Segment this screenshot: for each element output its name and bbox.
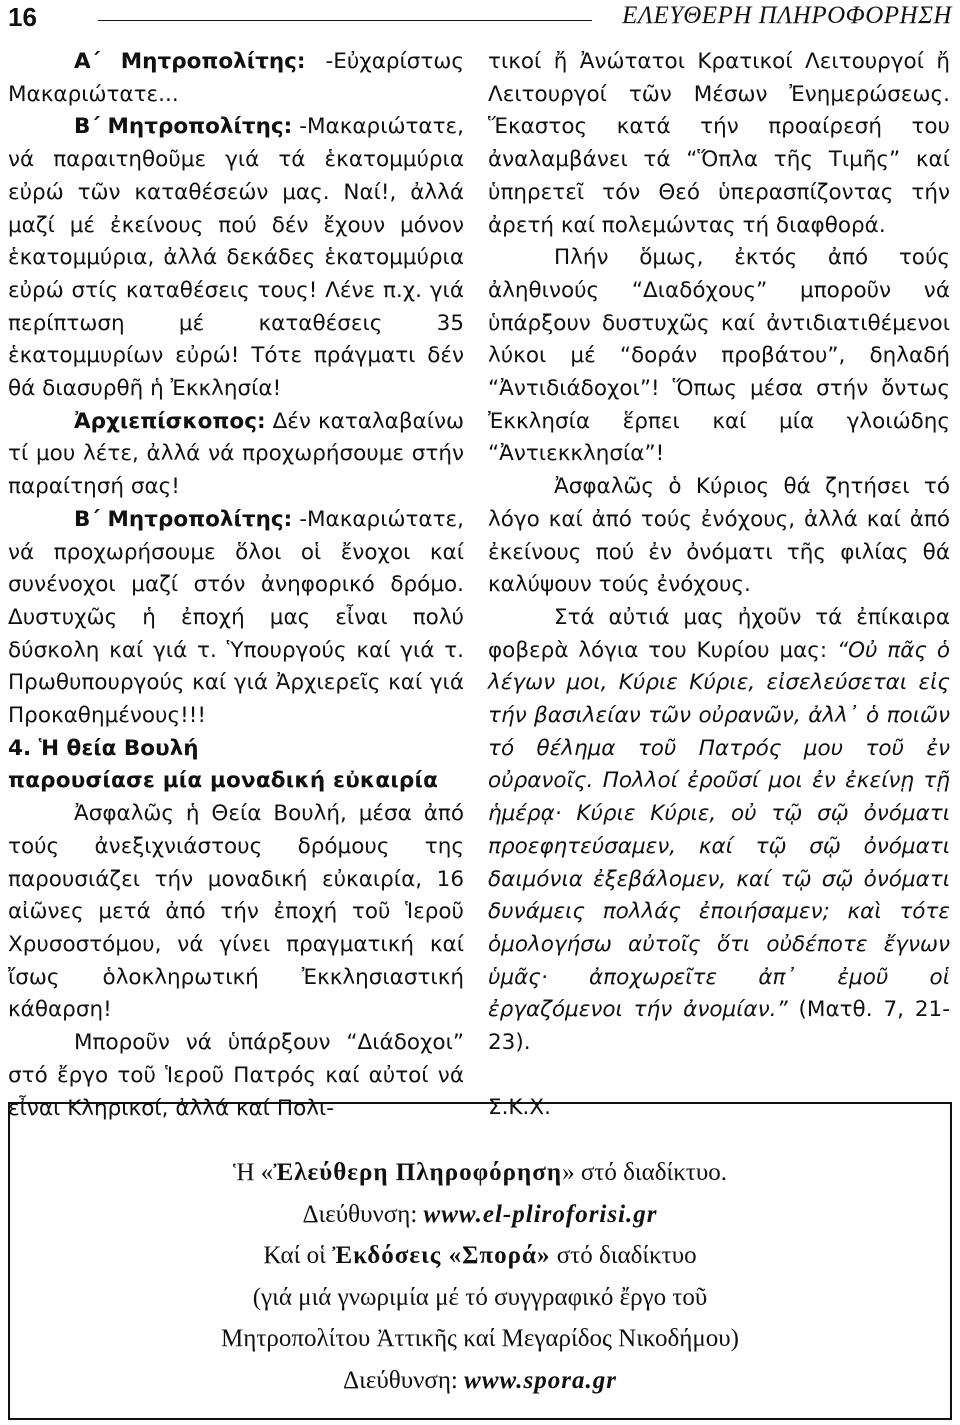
page-number: 16 [8, 2, 37, 32]
dialogue-paragraph [8, 504, 464, 733]
dialogue-paragraph [8, 406, 464, 504]
info-line: (γιά μιά γνωριμία μέ τό συγγραφικό ἔργο τοῦ [252, 1283, 708, 1311]
info-text: Διεύθυνση: [343, 1366, 465, 1394]
website-link[interactable]: www.spora.gr [464, 1366, 617, 1394]
publisher-name: Ἐκδόσεις «Σπορά» [332, 1242, 551, 1269]
dialogue-paragraph [8, 111, 464, 405]
body-paragraph: Ἀσφαλῶς ἡ Θεία Βουλή, μέσα ἀπό τούς ἀνεξιχνιάστους δρόμους της παρουσιάζει τήν μοναδική εὐκαιρία, 16 αἰῶνες μετά ἀπό τήν ἐποχή τοῦ Ἱεροῦ Χρυσοστόμου, νά γίνει πραγματική καί ἴσως ὁλοκληρωτική Ἐκκλησιαστική κάθαρση! [8, 801, 464, 1023]
info-line [10, 1360, 950, 1402]
publication-name: Ἐλεύθερη Πληροφόρηση [273, 1159, 563, 1186]
info-box-content [10, 1152, 950, 1401]
info-line: Μητροπολίτου Ἀττικῆς καί Μεγαρίδος Νικοδήμου) [221, 1325, 739, 1352]
website-link[interactable]: www.el-pliroforisi.gr [423, 1200, 658, 1228]
info-line [10, 1235, 950, 1277]
info-text: Διεύθυνση: [302, 1200, 424, 1228]
info-text: Ἡ « [233, 1159, 274, 1186]
body-paragraph: Ἀσφαλῶς ὁ Κύριος θά ζητήσει τό λόγο καί ἀπό τούς ἐνόχους, ἀλλά καί ἀπό ἐκείνους πού ἐν ὀνόματι τῆς φιλίας θά καλύψουν τούς ἐνόχους. [488, 474, 950, 598]
dialogue-text: Δέν καταλαβαίνω τί μου λέτε, ἀλλά νά προχωρήσουμε στήν παραίτησή σας! [8, 408, 464, 500]
header-rule [98, 20, 592, 21]
body-paragraph: τικοί ἤ Ἀνώτατοι Κρατικοί Λειτουργοί ἤ Λειτουργοί τῶν Μέσων Ἐνημερώσεως. Ἕκαστος κατά τήν προαίρεσή του ἀναλαμβάνει τά “Ὅπλα τῆς Τιμῆς” καί ὑπηρετεῖ τόν Θεό ὑπερασπίζοντας τήν ἀρετή καί πολεμώντας τή διαφθορά. [488, 49, 950, 238]
body-paragraph: Πλήν ὅμως, ἐκτός ἀπό τούς ἀληθινούς “Διαδόχους” μποροῦν νά ὑπάρξουν δυστυχῶς καί ἀντιδιατιθέμενοι λύκοι μέ “δοράν προβάτου”, δηλαδή “Ἀντιδιάδοχοι”! Ὅπως μέσα στήν ὄντως Ἐκκλησία ἕρπει καί μία γλοιώδης “Ἀντιεκκλησία”! [488, 245, 950, 467]
dialogue-text: -Μακαριώτατε, νά προχωρήσουμε ὅλοι οἱ ἔνοχοι καί συνένοχοι μαζί στόν ἀνηφορικό δρόμο. Δυστυχῶς ἡ ἐποχή μας εἶναι πολύ δύσκολη καί γιά τ. Ὑπουργούς καί γιά τ. Πρωθυπουργούς καί γιά Ἀρχιερεῖς καί γιά Προκαθημένους!!! [8, 506, 464, 729]
scripture-paragraph [488, 602, 950, 1060]
speaker-name: Α΄ Μητροπολίτης: [74, 49, 306, 74]
section-heading: 4. Ἡ θεία Βουλή [8, 735, 199, 761]
info-text: Καί οἱ [263, 1242, 333, 1269]
dialogue-text: -Μακαριώτατε, νά παραιτηθοῦμε γιά τά ἑκατομμύρια εὐρώ τῶν καταθέσεών μας. Ναί!, ἀλλά μαζί μέ ἐκείνους πού δέν ἔχουν μόνον ἑκατομμύρια, ἀλλά δεκάδες ἑκατομμύρια εὐρώ στίς καταθέσεις τους! Λένε π.χ. γιά περίπτωση μέ καταθέσεις 35 ἑκατομμυρίων εὐρώ! Τότε πράγματι δέν θά διασυρθῆ ἡ Ἐκκλησία! [8, 114, 464, 402]
scripture-quote: “Οὐ πᾶς ὁ λέγων μοι, Κύριε Κύριε, εἰσελεύσεται εἰς τήν βασιλείαν τῶν οὐρανῶν, ἀλλ᾽ ὁ ποιῶν τό θέλημα τοῦ Πατρός μου τοῦ ἐν οὐρανοῖς. Πολλοί ἐροῦσί μοι ἐν ἐκείνῃ τῇ ἡμέρᾳ· Κύριε Κύριε, οὐ τῷ σῷ ὀνόματι προεφητεύσαμεν, καί τῷ σῷ ὀνόματι δαιμόνια ἐξεβάλομεν, καί τῷ σῷ ὀνόματι δυνάμεις πολλάς ἐποιήσαμεν; καὶ τότε ὁμολογήσω αὐτοῖς ὅτι οὐδέποτε ἔγνων ὑμᾶς· ἀποχωρεῖτε ἀπ᾽ ἐμοῦ οἱ ἐργαζόμενοι τήν ἀνομίαν.” [488, 637, 951, 1023]
info-text: στό διαδίκτυο [550, 1242, 697, 1269]
info-text: » στό διαδίκτυο. [562, 1159, 727, 1186]
journal-title: ΕΛΕΥΘΕΡΗ ΠΛΗΡΟΦΟΡΗΣΗ [622, 2, 952, 29]
section-subheading: παρουσίασε μία μοναδική εὐκαιρία [8, 768, 439, 794]
dialogue-text: -Εὐχαρίστως Μακαριώτατε... [8, 49, 464, 107]
body-paragraph: Μποροῦν νά ὑπάρξουν “Διάδοχοι” στό ἔργο τοῦ Ἱεροῦ Πατρός καί αὐτοί νά εἶναι Κληρικοί, ἀλλά καί Πολι- [8, 1030, 464, 1121]
scripture-reference: (Ματθ. 7, 21-23). [488, 997, 950, 1056]
speaker-name: Ἀρχιεπίσκοπος: [74, 408, 266, 434]
speaker-name: Β΄ Μητροπολίτης: [74, 506, 293, 532]
author-signature: Σ.Κ.Χ. [488, 1094, 551, 1120]
left-column [8, 46, 464, 1125]
page-header [8, 0, 952, 40]
info-box [8, 1102, 952, 1420]
right-column [488, 46, 950, 1125]
dialogue-paragraph [8, 46, 464, 111]
info-line [10, 1194, 950, 1236]
info-line [10, 1152, 950, 1194]
speaker-name: Β΄ Μητροπολίτης: [74, 114, 293, 140]
scripture-intro: Στά αὐτιά μας ἠχοῦν τά ἐπίκαιρα φοβερὰ λόγια του Κυρίου μας: [488, 604, 950, 663]
